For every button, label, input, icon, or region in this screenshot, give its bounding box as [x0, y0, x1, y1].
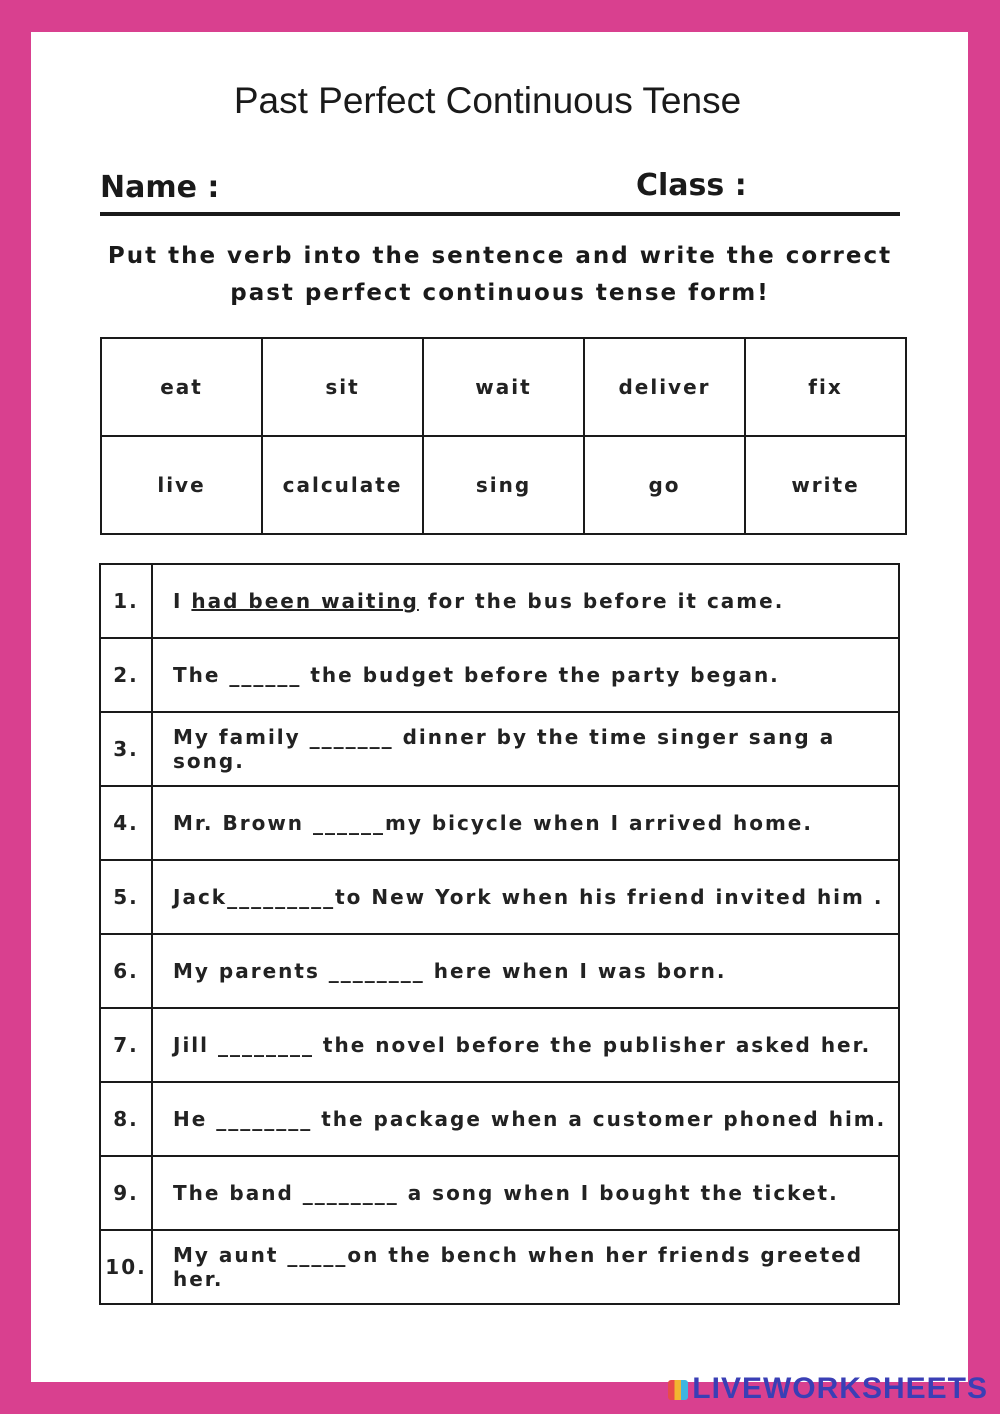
page-title: Past Perfect Continuous Tense	[233, 80, 742, 121]
divider	[100, 212, 900, 216]
answer-field[interactable]: had been waiting	[191, 589, 419, 613]
question-row	[100, 934, 899, 1008]
question-text[interactable]: He ________ the package when a customer phoned him.	[152, 1082, 899, 1156]
question-text[interactable]: The band ________ a song when I bought the ticket.	[152, 1156, 899, 1230]
logo-text: LIVEWORKSHEETS	[692, 1372, 988, 1405]
question-row	[100, 1230, 899, 1304]
question-row	[100, 1008, 899, 1082]
class-label: Class :	[636, 168, 747, 203]
question-number: 7.	[100, 1008, 152, 1082]
verb-cell: fix	[745, 338, 906, 436]
question-number: 6.	[100, 934, 152, 1008]
verb-cell: write	[745, 436, 906, 534]
question-row	[100, 860, 899, 934]
question-row	[100, 1156, 899, 1230]
verb-row	[101, 338, 906, 436]
question-text[interactable]: The ______ the budget before the party began.	[152, 638, 899, 712]
question-text	[152, 564, 899, 638]
name-label: Name :	[100, 170, 220, 205]
question-row	[100, 1082, 899, 1156]
question-number: 3.	[100, 712, 152, 786]
question-row	[100, 638, 899, 712]
question-number: 2.	[100, 638, 152, 712]
liveworksheets-logo	[668, 1372, 988, 1406]
question-row	[100, 786, 899, 860]
question-text[interactable]: Jack_________to New York when his friend invited him .	[152, 860, 899, 934]
verb-cell: deliver	[584, 338, 745, 436]
question-text[interactable]: My family _______ dinner by the time singer sang a song.	[152, 712, 899, 786]
verb-cell: live	[101, 436, 262, 534]
question-text[interactable]: My aunt _____on the bench when her friends greeted her.	[152, 1230, 899, 1304]
question-row	[100, 712, 899, 786]
instructions: Put the verb into the sentence and write the correct past perfect continuous tense form!	[107, 243, 893, 306]
questions-table	[99, 563, 900, 1305]
verb-cell: wait	[423, 338, 584, 436]
verb-cell: calculate	[262, 436, 423, 534]
logo-icon	[668, 1380, 688, 1400]
sentence-end: for the bus before it came.	[418, 589, 785, 613]
question-text[interactable]: My parents ________ here when I was born.	[152, 934, 899, 1008]
verb-bank	[100, 337, 907, 535]
sentence-start: I	[173, 589, 192, 613]
question-number: 10.	[100, 1230, 152, 1304]
verb-row	[101, 436, 906, 534]
question-number: 5.	[100, 860, 152, 934]
verb-cell: sit	[262, 338, 423, 436]
question-number: 9.	[100, 1156, 152, 1230]
question-text[interactable]: Jill ________ the novel before the publisher asked her.	[152, 1008, 899, 1082]
question-row	[100, 564, 899, 638]
question-text[interactable]: Mr. Brown ______my bicycle when I arrived home.	[152, 786, 899, 860]
verb-cell: sing	[423, 436, 584, 534]
question-number: 1.	[100, 564, 152, 638]
verb-cell: go	[584, 436, 745, 534]
question-number: 8.	[100, 1082, 152, 1156]
verb-cell: eat	[101, 338, 262, 436]
question-number: 4.	[100, 786, 152, 860]
